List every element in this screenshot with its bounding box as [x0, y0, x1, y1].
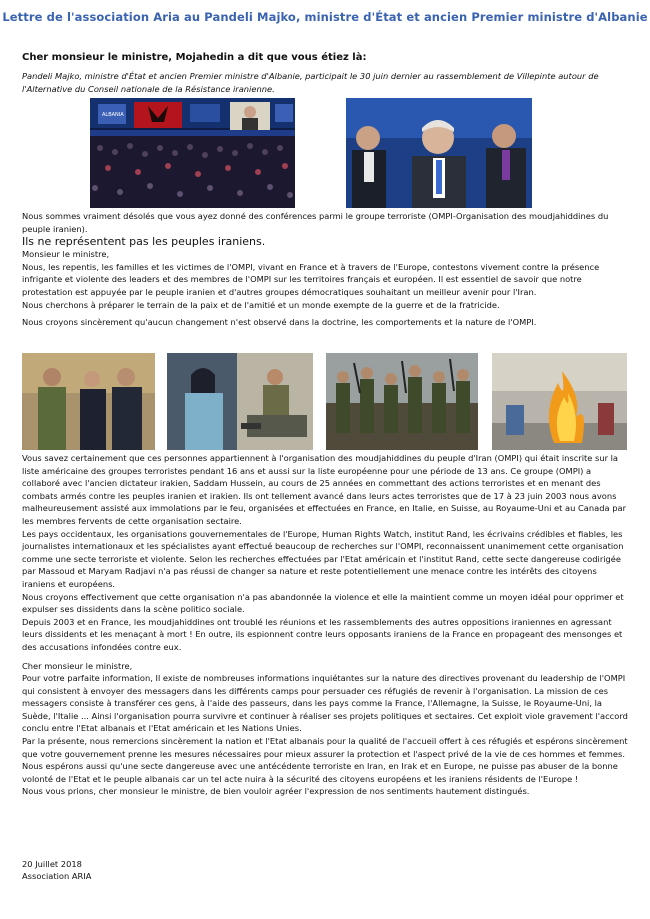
paragraph-8: Pour votre parfaite information, Il existe de nombreuses informations inquiétantes sur la nature des directives provenant du leadership de l'OMPI qui consistent à envoyer des messagers dans les différents camps pour persuader ces réfugiés de revenir à l'organisation. La mission de ces messagers consiste à transférer ces gens, à l'aide des passeurs, dans les pays comme la France, l'Allemagne, la Suisse, le Royaume-Uni, la Suède, l'Italie ... Ainsi l'organisation pourra survivre et continuer à réaliser ses projets politiques et sectaires. Cet exploit viole gravement l'accord conclu entre l'Etat albanais et l'Etat américain et les Nations Unies.: [22, 673, 628, 734]
paragraph-3: Nous croyons sincèrement qu'aucun changement n'est observé dans la doctrine, les comportements et la nature de l'OMPI.: [22, 317, 537, 328]
saddam-meeting-photo: [22, 353, 155, 450]
paragraph-2: Nous cherchons à préparer le terrain de la paix et de l'amitié et un monde exempte de la guerre et de la fratricide.: [22, 299, 500, 310]
svg-text:ALBANIA: ALBANIA: [102, 112, 124, 118]
letter-signature: Association ARIA: [22, 871, 92, 881]
salutation-2-text: Cher monsieur le ministre,: [22, 660, 133, 671]
rajavi-soldier-photo: [167, 353, 313, 450]
sorry-text: Nous sommes vraiment désolés que vous ayez donné des conférences parmi le groupe terroriste (OMPI-Organisation des moudjahiddines du peuple iranien).: [22, 211, 609, 234]
paragraph-1: Nous, les repentis, les familles et les victimes de l'OMPI, vivant en France et à travers de l'Europe, contestons vivement contre la présence infrigante et violente des leaders et des membres de l'OMPI sur les territoires français et européen. Il est essentiel de savoir que notre protestation est appuyée par le peuple iranien et d'autres groupes démocratiques souhaitant un meilleur avenir pour l'Iran.: [22, 261, 600, 297]
paragraph-7: Depuis 2003 et en France, les moudjahiddines ont troublé les réunions et les rassemblements des autres oppositions iraniennes en agressant leurs dissidents et les menaçant à mort ! En outre, ils espionnent contre leurs opposants iraniens de la France en propageant des mensonges et des accusations infondées contre eux.: [22, 616, 623, 652]
intro-text: Pandeli Majko, ministre d'État et ancien Premier ministre d'Albanie, participait le 30 juin dernier au rassemblement de Villepinte autour de l'Alternative du Conseil nationale de la Résistance iranienne.: [22, 71, 599, 94]
paragraph-5: Les pays occidentaux, les organisations gouvernementales de l'Europe, Human Rights Watch, institut Rand, les écrivains crédibles et fiables, les journalistes internationaux et les spécialistes ayant effectué beaucoup de recherches sur l'OMPI, reconnaissent unanimement cette organisation comme une secte terroriste et violente. Selon les recherches effectuées par l'Etat américain et l'institut Rand, cette secte dangereuse codirigée par Massoud et Maryam Radjavi n'a pas réussi de changer sa nature et reste potentiellement une menace contre les intérêts des citoyens iraniens et européens.: [22, 528, 624, 589]
paragraph-4: Vous savez certainement que ces personnes appartiennent à l'organisation des moudjahiddines du peuple d'Iran (OMPI) qui était inscrite sur la liste américaine des groupes terroristes pendant 16 ans et aussi sur la liste européenne pour une période de 13 ans. Ce groupe (OMPI) a collaboré avec l'ancien dictateur irakien, Saddam Hussein, au cours de 25 années en commettant des actions terroristes et en menant des combats armés contre les peuples iranien et irakien. Ils ont tellement avancé dans leurs actes terroristes que de 17 à 23 juin 2003 nous avons malheureusement assisté aux immolations par le feu, organisées et effectuées en France, en Italie, en Suisse, au Royaume-Uni et au Canada par les membres fervents de cette organisation sectaire.: [22, 453, 626, 526]
paragraph-6: Nous croyons effectivement que cette organisation n'a pas abandonnée la violence et elle la maintient comme un moyen idéal pour opprimer et expulser ses dissidents dans la scène politico sociale.: [22, 591, 624, 615]
rally-photo: [90, 98, 295, 208]
not-represent-text: Ils ne représentent pas les peuples iraniens.: [22, 235, 266, 249]
page-title: Lettre de l'association Aria au Pandeli Majko, ministre d'État et ancien Premier ministre d'Albanie: [2, 10, 648, 24]
self-immolation-photo: [492, 353, 627, 450]
signature-block: [22, 858, 91, 882]
armed-fighters-photo: [326, 353, 478, 450]
salutation-text: Monsieur le ministre,: [22, 249, 110, 260]
letter-heading: Cher monsieur le ministre, Mojahedin a dit que vous étiez là:: [22, 52, 367, 63]
letter-date: 20 Juillet 2018: [22, 859, 82, 869]
main-body: [22, 452, 630, 798]
speaker-photo: [346, 98, 532, 208]
sorry-paragraph: [22, 210, 630, 329]
paragraph-10: Nous vous prions, cher monsieur le ministre, de bien vouloir agréer l'expression de nos sentiments hautement distingués.: [22, 786, 530, 797]
paragraph-9: Par la présente, nous remercions sincèrement la nation et l'Etat albanais pour la qualité de l'accueil offert à ces réfugiés et espérons sincèrement que votre gouvernement prenne les mesures nécessaires pour mieux assurer la protection et l'aspect privé de la vie de ces hommes et femmes. Nous espérons aussi qu'une secte dangereuse avec une antécédente terroriste en Iran, en Irak et en Europe, ne puisse pas abuser de la bonne volonté de l'Etat et le peuple albanais car un tel acte nuira à la sécurité des citoyens européens et les iraniens résidents de l'Europe !: [22, 736, 628, 784]
